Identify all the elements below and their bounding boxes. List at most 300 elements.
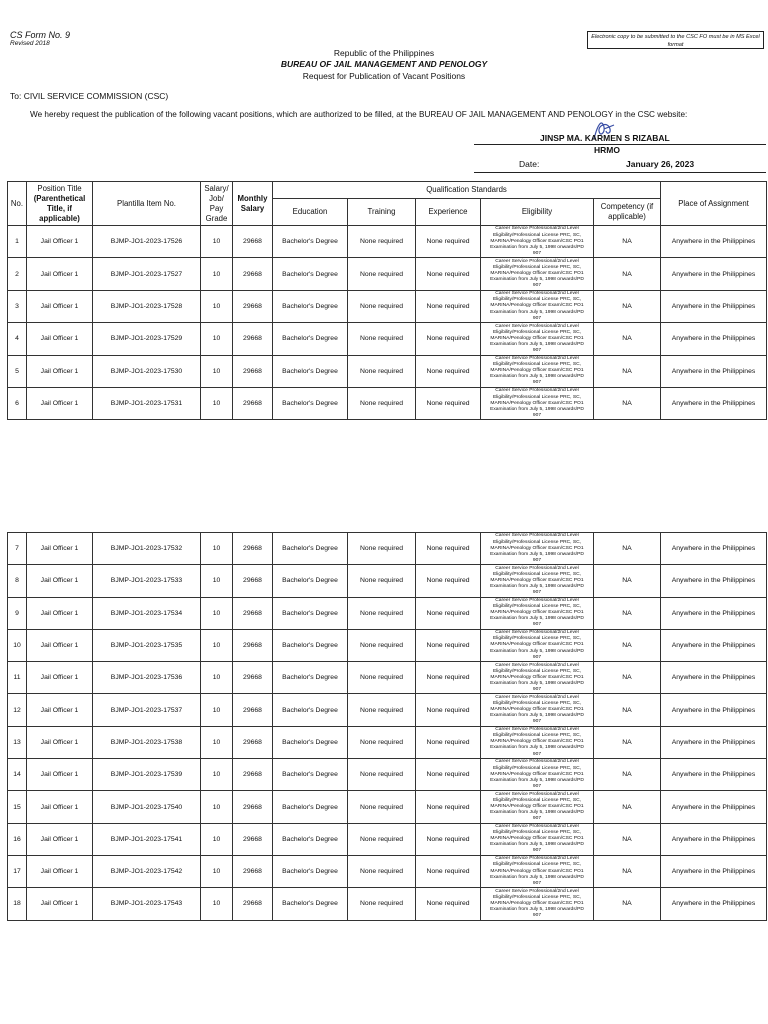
eligibility-line: Career Service Professional/2nd Level: [495, 533, 579, 539]
form-number: CS Form No. 9: [10, 30, 71, 40]
eligibility-line: Career Service Professional/2nd Level: [495, 694, 579, 700]
col-monthly-salary-label: Monthly Salary: [237, 193, 268, 213]
competency: NA: [594, 597, 661, 629]
form-revision: Revised 2018: [10, 40, 50, 47]
eligibility-line: 907: [532, 315, 542, 321]
table-row: [8, 597, 767, 629]
experience: None required: [416, 759, 481, 791]
place-of-assignment: Anywhere in the Philippines: [661, 629, 767, 661]
eligibility: [481, 662, 594, 694]
row-number: 16: [8, 823, 27, 855]
row-number: 6: [8, 387, 27, 419]
eligibility: [481, 597, 594, 629]
eligibility-line: Career Service Professional/2nd Level: [495, 791, 579, 797]
education: Bachelor's Degree: [273, 290, 348, 322]
competency: NA: [594, 565, 661, 597]
training: None required: [348, 662, 416, 694]
eligibility: [481, 565, 594, 597]
education: Bachelor's Degree: [273, 662, 348, 694]
salary-grade: 10: [201, 855, 233, 887]
table-row: [8, 694, 767, 726]
training: None required: [348, 759, 416, 791]
eligibility-line: MARINA/Penology Officer Exam/CSC PO1: [490, 400, 584, 406]
salary-grade: 10: [201, 387, 233, 419]
plantilla-item: BJMP-JO1-2023-17541: [93, 823, 201, 855]
table-row: [8, 662, 767, 694]
place-of-assignment: Anywhere in the Philippines: [661, 662, 767, 694]
place-of-assignment: Anywhere in the Philippines: [661, 823, 767, 855]
place-of-assignment: Anywhere in the Philippines: [661, 258, 767, 290]
eligibility-line: 907: [532, 719, 542, 725]
competency: NA: [594, 387, 661, 419]
col-plantilla: Plantilla Item No.: [93, 182, 201, 226]
eligibility-line: Examination from July 5, 1998 onwards/PD: [490, 406, 584, 412]
competency: NA: [594, 662, 661, 694]
education: Bachelor's Degree: [273, 323, 348, 355]
training: None required: [348, 323, 416, 355]
eligibility-line: Examination from July 5, 1998 onwards/PD: [490, 648, 584, 654]
signatory-line: [474, 144, 766, 145]
agency-heading: BUREAU OF JAIL MANAGEMENT AND PENOLOGY: [280, 59, 488, 69]
position-title: Jail Officer 1: [27, 726, 93, 758]
position-title: Jail Officer 1: [27, 226, 93, 258]
eligibility-line: 907: [532, 848, 542, 854]
monthly-salary: 29668: [233, 355, 273, 387]
col-eligibility: Eligibility: [481, 199, 594, 226]
plantilla-item: BJMP-JO1-2023-17534: [93, 597, 201, 629]
eligibility-line: Eligibility/Professional License PRC, SC,: [492, 362, 582, 368]
eligibility-line: 907: [532, 557, 542, 563]
monthly-salary: 29668: [233, 565, 273, 597]
place-of-assignment: Anywhere in the Philippines: [661, 355, 767, 387]
eligibility-line: Career Service Professional/2nd Level: [495, 388, 579, 394]
education: Bachelor's Degree: [273, 226, 348, 258]
plantilla-item: BJMP-JO1-2023-17542: [93, 855, 201, 887]
row-number: 3: [8, 290, 27, 322]
education: Bachelor's Degree: [273, 355, 348, 387]
eligibility-line: Career Service Professional/2nd Level: [495, 356, 579, 362]
monthly-salary: 29668: [233, 597, 273, 629]
education: Bachelor's Degree: [273, 888, 348, 920]
col-monthly-salary: [233, 182, 273, 226]
eligibility-line: Career Service Professional/2nd Level: [495, 727, 579, 733]
row-number: 5: [8, 355, 27, 387]
education: Bachelor's Degree: [273, 387, 348, 419]
training: None required: [348, 290, 416, 322]
eligibility-line: 907: [532, 250, 542, 256]
table-row: [8, 533, 767, 565]
plantilla-item: BJMP-JO1-2023-17539: [93, 759, 201, 791]
table-row: [8, 565, 767, 597]
position-title: Jail Officer 1: [27, 791, 93, 823]
place-of-assignment: Anywhere in the Philippines: [661, 855, 767, 887]
position-title: Jail Officer 1: [27, 888, 93, 920]
eligibility-line: MARINA/Penology Officer Exam/CSC PO1: [490, 335, 584, 341]
republic-heading: Republic of the Philippines: [333, 48, 435, 58]
salary-grade: 10: [201, 888, 233, 920]
row-number: 4: [8, 323, 27, 355]
eligibility-line: 907: [532, 622, 542, 628]
col-education: Education: [273, 199, 348, 226]
eligibility-line: Career Service Professional/2nd Level: [495, 323, 579, 329]
date-label: Date:: [519, 159, 540, 169]
competency: NA: [594, 888, 661, 920]
monthly-salary: 29668: [233, 855, 273, 887]
eligibility-line: Examination from July 5, 1998 onwards/PD: [490, 745, 584, 751]
plantilla-item: BJMP-JO1-2023-17527: [93, 258, 201, 290]
position-title: Jail Officer 1: [27, 533, 93, 565]
training: None required: [348, 387, 416, 419]
competency: NA: [594, 290, 661, 322]
position-title: Jail Officer 1: [27, 258, 93, 290]
education: Bachelor's Degree: [273, 629, 348, 661]
eligibility-line: Eligibility/Professional License PRC, SC,: [492, 604, 582, 610]
place-of-assignment: Anywhere in the Philippines: [661, 694, 767, 726]
monthly-salary: 29668: [233, 694, 273, 726]
eligibility-line: Examination from July 5, 1998 onwards/PD: [490, 874, 584, 880]
training: None required: [348, 726, 416, 758]
experience: None required: [416, 290, 481, 322]
position-title: Jail Officer 1: [27, 823, 93, 855]
eligibility-line: 907: [532, 380, 542, 386]
table-row: [8, 226, 767, 258]
date-line: [474, 172, 766, 173]
education: Bachelor's Degree: [273, 726, 348, 758]
education: Bachelor's Degree: [273, 791, 348, 823]
education: Bachelor's Degree: [273, 694, 348, 726]
eligibility: [481, 855, 594, 887]
eligibility-line: MARINA/Penology Officer Exam/CSC PO1: [490, 368, 584, 374]
eligibility-line: Career Service Professional/2nd Level: [495, 565, 579, 571]
eligibility-line: 907: [532, 816, 542, 822]
eligibility-line: MARINA/Penology Officer Exam/CSC PO1: [490, 900, 584, 906]
education: Bachelor's Degree: [273, 533, 348, 565]
competency: NA: [594, 791, 661, 823]
eligibility: [481, 290, 594, 322]
eligibility: [481, 888, 594, 920]
monthly-salary: 29668: [233, 662, 273, 694]
place-of-assignment: Anywhere in the Philippines: [661, 387, 767, 419]
eligibility-line: MARINA/Penology Officer Exam/CSC PO1: [490, 674, 584, 680]
training: None required: [348, 855, 416, 887]
place-of-assignment: Anywhere in the Philippines: [661, 323, 767, 355]
table-row: [8, 855, 767, 887]
eligibility-line: MARINA/Penology Officer Exam/CSC PO1: [490, 771, 584, 777]
col-salary-grade: Salary/ Job/ Pay Grade: [201, 182, 233, 226]
position-title: Jail Officer 1: [27, 565, 93, 597]
eligibility-line: 907: [532, 654, 542, 660]
row-number: 12: [8, 694, 27, 726]
competency: NA: [594, 226, 661, 258]
salary-grade: 10: [201, 629, 233, 661]
experience: None required: [416, 533, 481, 565]
eligibility-line: Career Service Professional/2nd Level: [495, 258, 579, 264]
training: None required: [348, 823, 416, 855]
place-of-assignment: Anywhere in the Philippines: [661, 597, 767, 629]
eligibility-line: Eligibility/Professional License PRC, SC,: [492, 830, 582, 836]
training: None required: [348, 597, 416, 629]
eligibility: [481, 323, 594, 355]
row-number: 18: [8, 888, 27, 920]
salary-grade: 10: [201, 226, 233, 258]
training: None required: [348, 694, 416, 726]
eligibility-line: MARINA/Penology Officer Exam/CSC PO1: [490, 238, 584, 244]
monthly-salary: 29668: [233, 791, 273, 823]
training: None required: [348, 258, 416, 290]
electronic-copy-note: Electronic copy to be submitted to the CSC FO must be in MS Excel format: [587, 31, 764, 49]
signatory-name: JINSP MA. KARMEN S RIZABAL: [540, 133, 670, 143]
salary-grade: 10: [201, 726, 233, 758]
place-of-assignment: Anywhere in the Philippines: [661, 759, 767, 791]
eligibility-line: Examination from July 5, 1998 onwards/PD: [490, 680, 584, 686]
plantilla-item: BJMP-JO1-2023-17543: [93, 888, 201, 920]
eligibility-line: Examination from July 5, 1998 onwards/PD: [490, 777, 584, 783]
plantilla-item: BJMP-JO1-2023-17538: [93, 726, 201, 758]
table-row: [8, 323, 767, 355]
experience: None required: [416, 226, 481, 258]
experience: None required: [416, 258, 481, 290]
salary-grade: 10: [201, 290, 233, 322]
eligibility-line: 907: [532, 590, 542, 596]
monthly-salary: 29668: [233, 533, 273, 565]
eligibility-line: Eligibility/Professional License PRC, SC,: [492, 329, 582, 335]
col-no: No.: [8, 182, 27, 226]
position-title: Jail Officer 1: [27, 759, 93, 791]
eligibility-line: Examination from July 5, 1998 onwards/PD: [490, 309, 584, 315]
place-of-assignment: Anywhere in the Philippines: [661, 726, 767, 758]
training: None required: [348, 791, 416, 823]
plantilla-item: BJMP-JO1-2023-17537: [93, 694, 201, 726]
eligibility-line: Career Service Professional/2nd Level: [495, 759, 579, 765]
position-title: Jail Officer 1: [27, 290, 93, 322]
eligibility-line: MARINA/Penology Officer Exam/CSC PO1: [490, 610, 584, 616]
col-position-parenthetical: (Parenthetical Title, if applicable): [33, 193, 86, 223]
place-of-assignment: Anywhere in the Philippines: [661, 226, 767, 258]
eligibility-line: Examination from July 5, 1998 onwards/PD: [490, 616, 584, 622]
eligibility-line: Career Service Professional/2nd Level: [495, 226, 579, 232]
row-number: 13: [8, 726, 27, 758]
eligibility-line: MARINA/Penology Officer Exam/CSC PO1: [490, 303, 584, 309]
table-row: [8, 629, 767, 661]
position-title: Jail Officer 1: [27, 694, 93, 726]
eligibility-line: Eligibility/Professional License PRC, SC,: [492, 636, 582, 642]
eligibility: [481, 629, 594, 661]
eligibility-line: Eligibility/Professional License PRC, SC,: [492, 894, 582, 900]
table-row: [8, 888, 767, 920]
education: Bachelor's Degree: [273, 855, 348, 887]
eligibility-line: 907: [532, 783, 542, 789]
table-row: [8, 791, 767, 823]
eligibility-line: Eligibility/Professional License PRC, SC,: [492, 797, 582, 803]
experience: None required: [416, 355, 481, 387]
eligibility-line: Examination from July 5, 1998 onwards/PD: [490, 713, 584, 719]
eligibility-line: Examination from July 5, 1998 onwards/PD: [490, 374, 584, 380]
place-of-assignment: Anywhere in the Philippines: [661, 791, 767, 823]
competency: NA: [594, 759, 661, 791]
table-row: [8, 355, 767, 387]
table-row: [8, 290, 767, 322]
plantilla-item: BJMP-JO1-2023-17535: [93, 629, 201, 661]
position-title: Jail Officer 1: [27, 323, 93, 355]
vacancy-table-page-2: [7, 532, 767, 921]
eligibility-line: Eligibility/Professional License PRC, SC,: [492, 862, 582, 868]
eligibility-line: Eligibility/Professional License PRC, SC,: [492, 733, 582, 739]
row-number: 1: [8, 226, 27, 258]
monthly-salary: 29668: [233, 823, 273, 855]
competency: NA: [594, 533, 661, 565]
eligibility-line: Examination from July 5, 1998 onwards/PD: [490, 551, 584, 557]
date-value: January 26, 2023: [626, 159, 695, 169]
eligibility-line: 907: [532, 913, 542, 919]
row-number: 8: [8, 565, 27, 597]
plantilla-item: BJMP-JO1-2023-17536: [93, 662, 201, 694]
experience: None required: [416, 888, 481, 920]
training: None required: [348, 226, 416, 258]
salary-grade: 10: [201, 258, 233, 290]
plantilla-item: BJMP-JO1-2023-17530: [93, 355, 201, 387]
salary-grade: 10: [201, 565, 233, 597]
row-number: 10: [8, 629, 27, 661]
col-competency: Competency (if applicable): [594, 199, 661, 226]
eligibility-line: Eligibility/Professional License PRC, SC,: [492, 571, 582, 577]
eligibility-line: 907: [532, 283, 542, 289]
eligibility-line: MARINA/Penology Officer Exam/CSC PO1: [490, 577, 584, 583]
monthly-salary: 29668: [233, 888, 273, 920]
eligibility-line: 907: [532, 348, 542, 353]
competency: NA: [594, 726, 661, 758]
competency: NA: [594, 823, 661, 855]
position-title: Jail Officer 1: [27, 855, 93, 887]
training: None required: [348, 533, 416, 565]
experience: None required: [416, 629, 481, 661]
table-row: [8, 759, 767, 791]
eligibility-line: Examination from July 5, 1998 onwards/PD: [490, 341, 584, 347]
eligibility-line: Eligibility/Professional License PRC, SC,: [492, 539, 582, 545]
place-of-assignment: Anywhere in the Philippines: [661, 888, 767, 920]
monthly-salary: 29668: [233, 258, 273, 290]
experience: None required: [416, 823, 481, 855]
eligibility-line: Eligibility/Professional License PRC, SC,: [492, 232, 582, 238]
competency: NA: [594, 258, 661, 290]
experience: None required: [416, 791, 481, 823]
signatory-title: HRMO: [594, 145, 620, 155]
eligibility-line: 907: [532, 412, 542, 418]
eligibility: [481, 726, 594, 758]
row-number: 2: [8, 258, 27, 290]
plantilla-item: BJMP-JO1-2023-17532: [93, 533, 201, 565]
eligibility: [481, 823, 594, 855]
plantilla-item: BJMP-JO1-2023-17529: [93, 323, 201, 355]
eligibility-line: Career Service Professional/2nd Level: [495, 630, 579, 636]
eligibility-line: Eligibility/Professional License PRC, SC,: [492, 765, 582, 771]
education: Bachelor's Degree: [273, 759, 348, 791]
position-title: Jail Officer 1: [27, 355, 93, 387]
eligibility-line: Eligibility/Professional License PRC, SC,: [492, 700, 582, 706]
eligibility-line: MARINA/Penology Officer Exam/CSC PO1: [490, 803, 584, 809]
request-text: We hereby request the publication of the following vacant positions, which are authorized to be filled, at the BUREAU OF JAIL MANAGEMENT AND PENOLOGY in the CSC website:: [30, 110, 688, 119]
eligibility-line: Eligibility/Professional License PRC, SC,: [492, 394, 582, 400]
eligibility: [481, 226, 594, 258]
competency: NA: [594, 694, 661, 726]
eligibility-line: 907: [532, 686, 542, 692]
row-number: 11: [8, 662, 27, 694]
education: Bachelor's Degree: [273, 823, 348, 855]
table-row: [8, 823, 767, 855]
col-position-title: Position Title: [37, 183, 82, 193]
eligibility-line: MARINA/Penology Officer Exam/CSC PO1: [490, 271, 584, 277]
education: Bachelor's Degree: [273, 597, 348, 629]
eligibility: [481, 355, 594, 387]
place-of-assignment: Anywhere in the Philippines: [661, 565, 767, 597]
table-row: [8, 258, 767, 290]
eligibility-line: Career Service Professional/2nd Level: [495, 291, 579, 297]
eligibility-line: Examination from July 5, 1998 onwards/PD: [490, 244, 584, 250]
col-qualification: Qualification Standards: [273, 182, 661, 199]
eligibility-line: Examination from July 5, 1998 onwards/PD: [490, 583, 584, 589]
competency: NA: [594, 855, 661, 887]
salary-grade: 10: [201, 323, 233, 355]
vacancy-rows-page-1: [8, 226, 767, 420]
eligibility: [481, 533, 594, 565]
eligibility-line: Career Service Professional/2nd Level: [495, 598, 579, 603]
position-title: Jail Officer 1: [27, 387, 93, 419]
vacancy-table-page-1: [7, 181, 767, 420]
vacancy-rows-page-2: [8, 533, 767, 921]
plantilla-item: BJMP-JO1-2023-17531: [93, 387, 201, 419]
eligibility-line: Eligibility/Professional License PRC, SC,: [492, 297, 582, 303]
position-title: Jail Officer 1: [27, 629, 93, 661]
eligibility-line: 907: [532, 880, 542, 886]
monthly-salary: 29668: [233, 759, 273, 791]
experience: None required: [416, 387, 481, 419]
table-row: [8, 387, 767, 419]
eligibility-line: Eligibility/Professional License PRC, SC,: [492, 264, 582, 270]
salary-grade: 10: [201, 597, 233, 629]
competency: NA: [594, 323, 661, 355]
plantilla-item: BJMP-JO1-2023-17528: [93, 290, 201, 322]
eligibility-line: Eligibility/Professional License PRC, SC,: [492, 668, 582, 674]
eligibility-line: Examination from July 5, 1998 onwards/PD: [490, 906, 584, 912]
eligibility: [481, 759, 594, 791]
eligibility: [481, 258, 594, 290]
plantilla-item: BJMP-JO1-2023-17533: [93, 565, 201, 597]
eligibility-line: MARINA/Penology Officer Exam/CSC PO1: [490, 739, 584, 745]
salary-grade: 10: [201, 533, 233, 565]
eligibility-line: MARINA/Penology Officer Exam/CSC PO1: [490, 836, 584, 842]
monthly-salary: 29668: [233, 290, 273, 322]
training: None required: [348, 629, 416, 661]
experience: None required: [416, 726, 481, 758]
row-number: 15: [8, 791, 27, 823]
document-subtitle: Request for Publication of Vacant Positions: [302, 71, 466, 81]
training: None required: [348, 888, 416, 920]
eligibility: [481, 694, 594, 726]
eligibility-line: Career Service Professional/2nd Level: [495, 856, 579, 862]
salary-grade: 10: [201, 355, 233, 387]
plantilla-item: BJMP-JO1-2023-17540: [93, 791, 201, 823]
col-training: Training: [348, 199, 416, 226]
salary-grade: 10: [201, 694, 233, 726]
row-number: 14: [8, 759, 27, 791]
experience: None required: [416, 323, 481, 355]
eligibility-line: Examination from July 5, 1998 onwards/PD: [490, 810, 584, 816]
salary-grade: 10: [201, 823, 233, 855]
eligibility: [481, 791, 594, 823]
eligibility-line: Career Service Professional/2nd Level: [495, 824, 579, 830]
monthly-salary: 29668: [233, 726, 273, 758]
monthly-salary: 29668: [233, 387, 273, 419]
experience: None required: [416, 565, 481, 597]
